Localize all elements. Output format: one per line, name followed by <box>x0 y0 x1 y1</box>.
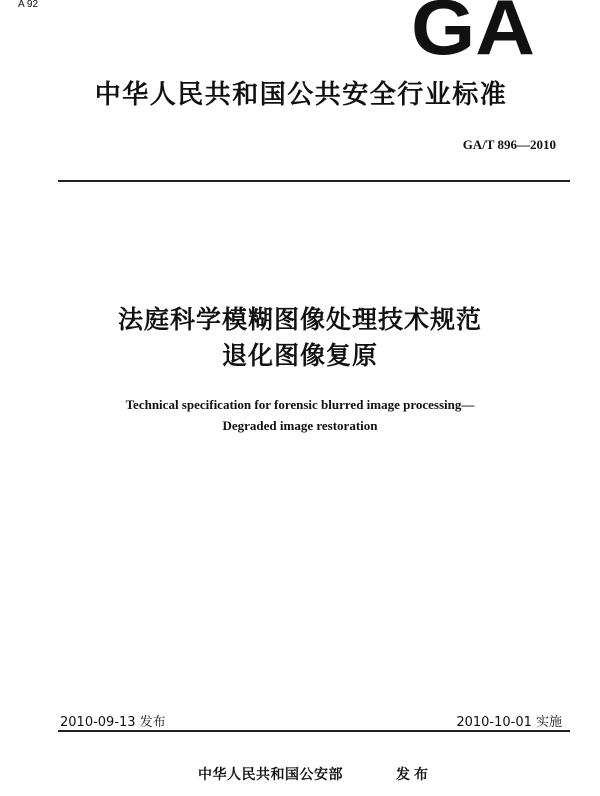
english-title-line1: Technical specification for forensic blurred image processing— <box>125 397 475 412</box>
english-title-line2: Degraded image restoration <box>222 418 378 433</box>
publisher: 中华人民共和国公安部 <box>198 767 343 783</box>
bottom-divider <box>58 730 570 732</box>
chinese-title-line2: 退化图像复原 <box>221 341 378 370</box>
top-divider <box>58 180 570 182</box>
issue-date: 2010-09-13 发布 <box>60 715 166 730</box>
classification-code: A 92 <box>18 0 39 10</box>
implementation-date: 2010-10-01 实施 <box>456 715 562 730</box>
logo-text: GA <box>411 0 535 58</box>
standard-number: GA/T 896—2010 <box>462 137 556 152</box>
publisher-action: 发布 <box>396 767 432 783</box>
ga-logo <box>408 0 538 58</box>
chinese-title-line1: 法庭科学模糊图像处理技术规范 <box>117 305 482 334</box>
standard-category: 中华人民共和国公共安全行业标准 <box>94 80 508 110</box>
